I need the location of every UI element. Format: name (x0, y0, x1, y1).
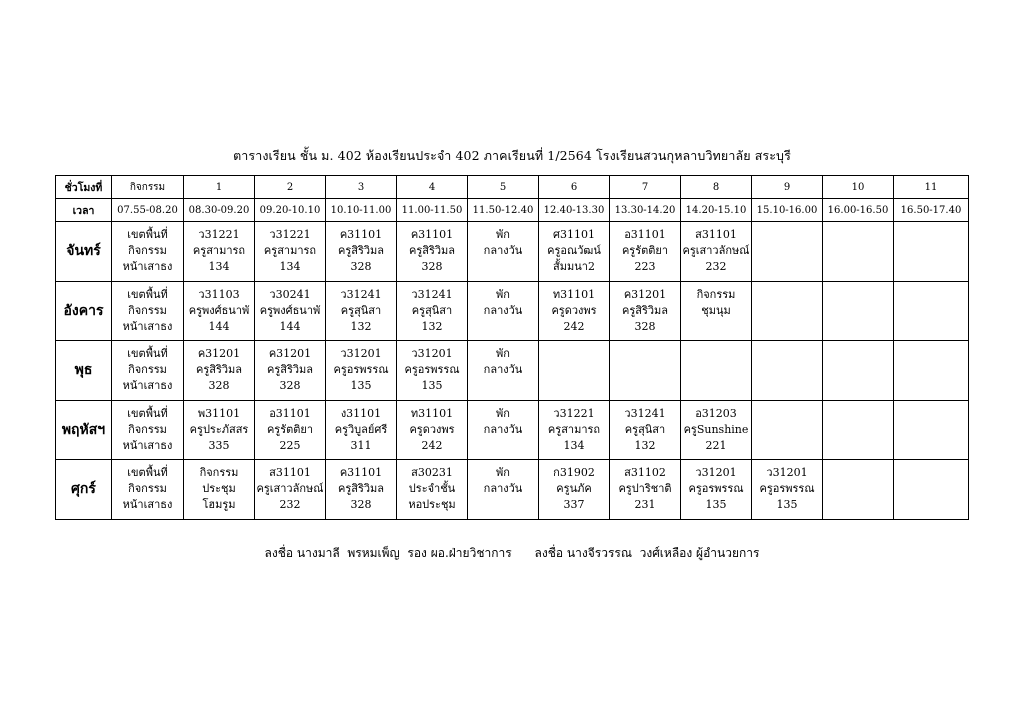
teacher-name: ครูสิริวิมล (337, 482, 385, 496)
period-header-cell: 7 (610, 176, 681, 199)
room-number: หน้าเสาธง (122, 260, 173, 274)
subject-code: เขตพื้นที่ (127, 406, 168, 420)
time-label: เวลา (56, 199, 112, 222)
time-header-cell: 10.10-11.00 (326, 199, 397, 222)
schedule-cell (397, 341, 468, 401)
subject-code: ศ31101 (553, 228, 595, 242)
teacher-name (681, 362, 751, 378)
time-header-cell: 15.10-16.00 (752, 199, 823, 222)
teacher-name: ครูสิริวิมล (621, 303, 669, 317)
schedule-cell (681, 400, 752, 460)
teacher-name (894, 362, 968, 378)
schedule-cell (184, 222, 255, 282)
room-number: 232 (705, 260, 727, 274)
room-number: โฮมรูม (202, 498, 236, 512)
teacher-name (823, 303, 893, 319)
teacher-name: ครูประภัสสร (189, 422, 249, 436)
teacher-name (894, 422, 968, 438)
room-number (468, 497, 538, 513)
day-name: พฤหัสฯ (56, 400, 112, 460)
room-number: 134 (563, 438, 585, 452)
subject-code: อ31101 (624, 228, 666, 242)
schedule-cell (326, 281, 397, 341)
subject-code: กิจกรรม (199, 466, 239, 480)
teacher-name: ครูอรพรรณ (404, 363, 460, 377)
teacher-name: ประจำชั้น (408, 482, 456, 496)
schedule-cell (823, 341, 894, 401)
day-name: ศุกร์ (56, 460, 112, 520)
room-number (894, 497, 968, 513)
teacher-name: ครูสามารถ (547, 422, 601, 436)
time-header-cell: 07.55-08.20 (112, 199, 184, 222)
period-header-cell: 8 (681, 176, 752, 199)
schedule-cell (112, 400, 184, 460)
schedule-cell (681, 341, 752, 401)
room-number: 242 (563, 319, 585, 333)
subject-code: เขตพื้นที่ (127, 228, 168, 242)
subject-code (610, 346, 680, 362)
timetable (55, 175, 969, 520)
day-name: อังคาร (56, 281, 112, 341)
teacher-name: ครูวิบูลย์ศรี (334, 422, 388, 436)
schedule-cell (468, 222, 539, 282)
schedule-cell (752, 341, 823, 401)
schedule-cell (823, 460, 894, 520)
room-number (681, 378, 751, 394)
room-number: หน้าเสาธง (122, 498, 173, 512)
subject-code: ส30231 (411, 466, 453, 480)
teacher-name: กิจกรรม (128, 244, 167, 258)
subject-code: ส31102 (624, 466, 666, 480)
teacher-name (752, 243, 822, 259)
room-number: 132 (421, 319, 443, 333)
room-number (752, 259, 822, 275)
room-number: 221 (705, 438, 727, 452)
period-header-cell: 6 (539, 176, 610, 199)
subject-code: ค31101 (339, 466, 383, 480)
room-number: 335 (208, 438, 230, 452)
room-number (468, 319, 538, 335)
schedule-cell (894, 222, 969, 282)
room-number (894, 378, 968, 394)
schedule-cell (823, 400, 894, 460)
subject-code: ว31241 (340, 287, 382, 301)
left-signature: ลงชื่อ นางมาลี พรหมเพ็ญ รอง ผอ.ฝ่ายวิชาการ (264, 546, 512, 560)
teacher-name (752, 303, 822, 319)
room-number: สั้มมนา2 (553, 260, 595, 274)
room-number: 135 (350, 379, 372, 393)
subject-code (823, 227, 893, 243)
schedule-cell (112, 460, 184, 520)
subject-code: ก31902 (553, 466, 595, 480)
period-header-cell: 4 (397, 176, 468, 199)
schedule-cell (326, 400, 397, 460)
room-number: 132 (350, 319, 372, 333)
room-number (823, 438, 893, 454)
subject-code (894, 287, 968, 303)
schedule-cell (539, 281, 610, 341)
schedule-cell (255, 460, 326, 520)
teacher-name: ครูSunshine (683, 422, 749, 436)
day-row (56, 400, 969, 460)
teacher-name: ครูอรพรรณ (688, 482, 744, 496)
teacher-name: ครูสามารถ (263, 244, 317, 258)
signature-footer (0, 544, 1024, 563)
schedule-cell (752, 460, 823, 520)
subject-code: เขตพื้นที่ (127, 347, 168, 361)
room-number (681, 319, 751, 335)
room-number: 328 (421, 260, 443, 274)
teacher-name: ครูอรพรรณ (759, 482, 815, 496)
room-number: 144 (208, 319, 230, 333)
room-number (823, 319, 893, 335)
day-row (56, 281, 969, 341)
subject-code: ว31201 (766, 466, 808, 480)
teacher-name (752, 362, 822, 378)
room-number: หน้าเสาธง (122, 319, 173, 333)
subject-code (752, 227, 822, 243)
teacher-name: กิจกรรม (128, 303, 167, 317)
schedule-cell (184, 460, 255, 520)
subject-code: เขตพื้นที่ (127, 287, 168, 301)
room-number: 328 (634, 319, 656, 333)
room-number: 135 (705, 498, 727, 512)
room-number (539, 378, 609, 394)
teacher-name (894, 303, 968, 319)
schedule-cell (255, 341, 326, 401)
teacher-name: ครูรัตติยา (621, 244, 669, 258)
subject-code: พ31101 (197, 406, 241, 420)
teacher-name: ชุมนุม (701, 303, 731, 317)
teacher-name: ครูสามารถ (192, 244, 246, 258)
subject-code: พัก (496, 287, 510, 301)
schedule-cell (397, 460, 468, 520)
schedule-cell (681, 281, 752, 341)
subject-code: ว31221 (269, 228, 311, 242)
page-title: ตารางเรียน ชั้น ม. 402 ห้องเรียนประจำ 402 ภาคเรียนที่ 1/2564 โรงเรียนสวนกุหลาบวิทยาลัย สระบุรี (233, 148, 791, 163)
period-header-cell: 11 (894, 176, 969, 199)
time-header-row (56, 199, 969, 222)
subject-code: ว31241 (411, 287, 453, 301)
schedule-cell (397, 400, 468, 460)
room-number: 328 (208, 379, 230, 393)
teacher-name: ประชุม (202, 482, 236, 496)
schedule-cell (610, 341, 681, 401)
schedule-cell (610, 281, 681, 341)
schedule-cell (326, 222, 397, 282)
teacher-name (823, 481, 893, 497)
schedule-cell (894, 400, 969, 460)
schedule-cell (468, 400, 539, 460)
schedule-cell (468, 281, 539, 341)
subject-code (823, 406, 893, 422)
teacher-name: ครูรัตติยา (266, 422, 314, 436)
subject-code: ท31101 (552, 287, 596, 301)
teacher-name: ครูเสาวลักษณ์ (256, 482, 324, 496)
room-number (752, 378, 822, 394)
schedule-cell (255, 222, 326, 282)
time-header-cell: 16.00-16.50 (823, 199, 894, 222)
subject-code: ว31241 (624, 406, 666, 420)
subject-code: กิจกรรม (696, 287, 736, 301)
room-number: 134 (208, 260, 230, 274)
teacher-name (823, 362, 893, 378)
time-header-cell: 11.50-12.40 (468, 199, 539, 222)
schedule-cell (468, 341, 539, 401)
schedule-cell (681, 222, 752, 282)
teacher-name: กลางวัน (483, 422, 523, 436)
subject-code: พัก (496, 347, 510, 361)
subject-code (681, 346, 751, 362)
schedule-cell (112, 281, 184, 341)
schedule-cell (610, 460, 681, 520)
room-number: 135 (421, 379, 443, 393)
teacher-name: ครูพงศ์ธนาพั (188, 303, 250, 317)
room-number: หน้าเสาธง (122, 438, 173, 452)
subject-code: ค31201 (268, 347, 312, 361)
schedule-cell (681, 460, 752, 520)
schedule-cell (539, 222, 610, 282)
subject-code: อ31101 (269, 406, 311, 420)
subject-code (823, 465, 893, 481)
subject-code: ว31201 (340, 347, 382, 361)
room-number: 328 (350, 498, 372, 512)
subject-code (894, 465, 968, 481)
period-header-cell: 5 (468, 176, 539, 199)
teacher-name: ครูดวงพร (409, 422, 455, 436)
period-header-cell: 3 (326, 176, 397, 199)
day-row (56, 222, 969, 282)
day-name: พุธ (56, 341, 112, 401)
teacher-name: ครูสุนิสา (624, 422, 666, 436)
schedule-cell (752, 222, 823, 282)
subject-code: ว31221 (553, 406, 595, 420)
teacher-name: ครูสิริวิมล (266, 363, 314, 377)
schedule-cell (894, 460, 969, 520)
subject-code: ง31101 (340, 406, 382, 420)
subject-code: ว31201 (411, 347, 453, 361)
day-row (56, 341, 969, 401)
subject-code: ค31101 (339, 228, 383, 242)
subject-code (894, 227, 968, 243)
schedule-cell (610, 222, 681, 282)
schedule-cell (539, 341, 610, 401)
room-number (894, 438, 968, 454)
subject-code: ว31103 (198, 287, 240, 301)
room-number: 242 (421, 438, 443, 452)
subject-code: อ31203 (695, 406, 737, 420)
subject-code: ว31201 (695, 466, 737, 480)
subject-code (823, 346, 893, 362)
teacher-name: ครูสิริวิมล (195, 363, 243, 377)
time-header-cell: 08.30-09.20 (184, 199, 255, 222)
right-signature: ลงชื่อ นางจีรวรรณ วงศ์เหลือง ผู้อำนวยการ (534, 546, 760, 560)
room-number (894, 259, 968, 275)
schedule-cell (255, 281, 326, 341)
schedule-cell (752, 281, 823, 341)
subject-code (539, 346, 609, 362)
room-number: 337 (563, 498, 585, 512)
room-number (823, 497, 893, 513)
period-label: ชั่วโมงที่ (56, 176, 112, 199)
subject-code: ส31101 (269, 466, 311, 480)
teacher-name (752, 422, 822, 438)
schedule-cell (326, 341, 397, 401)
teacher-name: กลางวัน (483, 363, 523, 377)
teacher-name (894, 243, 968, 259)
room-number: 328 (350, 260, 372, 274)
schedule-cell (752, 400, 823, 460)
schedule-cell (610, 400, 681, 460)
room-number (752, 319, 822, 335)
period-header-cell: 2 (255, 176, 326, 199)
period-header-cell: 1 (184, 176, 255, 199)
teacher-name: ครูดวงพร (551, 303, 597, 317)
subject-code: พัก (496, 406, 510, 420)
period-header-cell: กิจกรรม (112, 176, 184, 199)
subject-code: ว31221 (198, 228, 240, 242)
schedule-cell (184, 281, 255, 341)
room-number: 311 (350, 438, 372, 452)
schedule-cell (112, 341, 184, 401)
schedule-cell (823, 222, 894, 282)
room-number (823, 378, 893, 394)
room-number (894, 319, 968, 335)
teacher-name: ครูปาริชาติ (618, 482, 672, 496)
teacher-name: กิจกรรม (128, 422, 167, 436)
room-number: 132 (634, 438, 656, 452)
schedule-cell (539, 400, 610, 460)
room-number: 231 (634, 498, 656, 512)
teacher-name (823, 243, 893, 259)
subject-code: พัก (496, 228, 510, 242)
time-header-cell: 09.20-10.10 (255, 199, 326, 222)
subject-code (752, 287, 822, 303)
schedule-cell (184, 341, 255, 401)
subject-code (894, 406, 968, 422)
room-number: หอประชุม (408, 498, 456, 512)
day-row (56, 460, 969, 520)
teacher-name (894, 481, 968, 497)
room-number (752, 438, 822, 454)
teacher-name (610, 362, 680, 378)
subject-code: เขตพื้นที่ (127, 466, 168, 480)
subject-code: ว30241 (269, 287, 311, 301)
time-header-cell: 16.50-17.40 (894, 199, 969, 222)
teacher-name: ครูอณวัฒน์ (547, 244, 601, 258)
teacher-name: ครูสุนิสา (340, 303, 382, 317)
room-number (610, 378, 680, 394)
room-number: 135 (776, 498, 798, 512)
teacher-name: ครูนภัค (556, 482, 592, 496)
subject-code: ท31101 (410, 406, 454, 420)
schedule-cell (255, 400, 326, 460)
room-number: หน้าเสาธง (122, 379, 173, 393)
subject-code (752, 406, 822, 422)
teacher-name: ครูพงศ์ธนาพั (259, 303, 321, 317)
time-header-cell: 13.30-14.20 (610, 199, 681, 222)
day-name: จันทร์ (56, 222, 112, 282)
teacher-name: ครูสุนิสา (411, 303, 453, 317)
subject-code: พัก (496, 466, 510, 480)
time-header-cell: 11.00-11.50 (397, 199, 468, 222)
teacher-name: ครูอรพรรณ (333, 363, 389, 377)
teacher-name: กลางวัน (483, 482, 523, 496)
room-number: 134 (279, 260, 301, 274)
period-header-cell: 9 (752, 176, 823, 199)
room-number: 144 (279, 319, 301, 333)
teacher-name: กิจกรรม (128, 482, 167, 496)
teacher-name (823, 422, 893, 438)
subject-code: ส31101 (695, 228, 737, 242)
room-number (468, 259, 538, 275)
schedule-cell (468, 460, 539, 520)
schedule-cell (112, 222, 184, 282)
subject-code (752, 346, 822, 362)
room-number: 232 (279, 498, 301, 512)
room-number: 328 (279, 379, 301, 393)
room-number: 225 (279, 438, 301, 452)
time-header-cell: 14.20-15.10 (681, 199, 752, 222)
schedule-cell (894, 281, 969, 341)
room-number (823, 259, 893, 275)
teacher-name: ครูสิริวิมล (337, 244, 385, 258)
room-number (468, 438, 538, 454)
subject-code: ค31101 (410, 228, 454, 242)
schedule-cell (539, 460, 610, 520)
time-header-cell: 12.40-13.30 (539, 199, 610, 222)
teacher-name: ครูสิริวิมล (408, 244, 456, 258)
period-header-cell: 10 (823, 176, 894, 199)
schedule-cell (184, 400, 255, 460)
subject-code (894, 346, 968, 362)
schedule-cell (397, 222, 468, 282)
period-header-row (56, 176, 969, 199)
teacher-name: กิจกรรม (128, 363, 167, 377)
schedule-cell (894, 341, 969, 401)
schedule-cell (397, 281, 468, 341)
subject-code: ค31201 (197, 347, 241, 361)
schedule-cell (326, 460, 397, 520)
subject-code: ค31201 (623, 287, 667, 301)
room-number (468, 378, 538, 394)
subject-code (823, 287, 893, 303)
teacher-name (539, 362, 609, 378)
room-number: 223 (634, 260, 656, 274)
teacher-name: ครูเสาวลักษณ์ (682, 244, 750, 258)
teacher-name: กลางวัน (483, 244, 523, 258)
teacher-name: กลางวัน (483, 303, 523, 317)
schedule-cell (823, 281, 894, 341)
